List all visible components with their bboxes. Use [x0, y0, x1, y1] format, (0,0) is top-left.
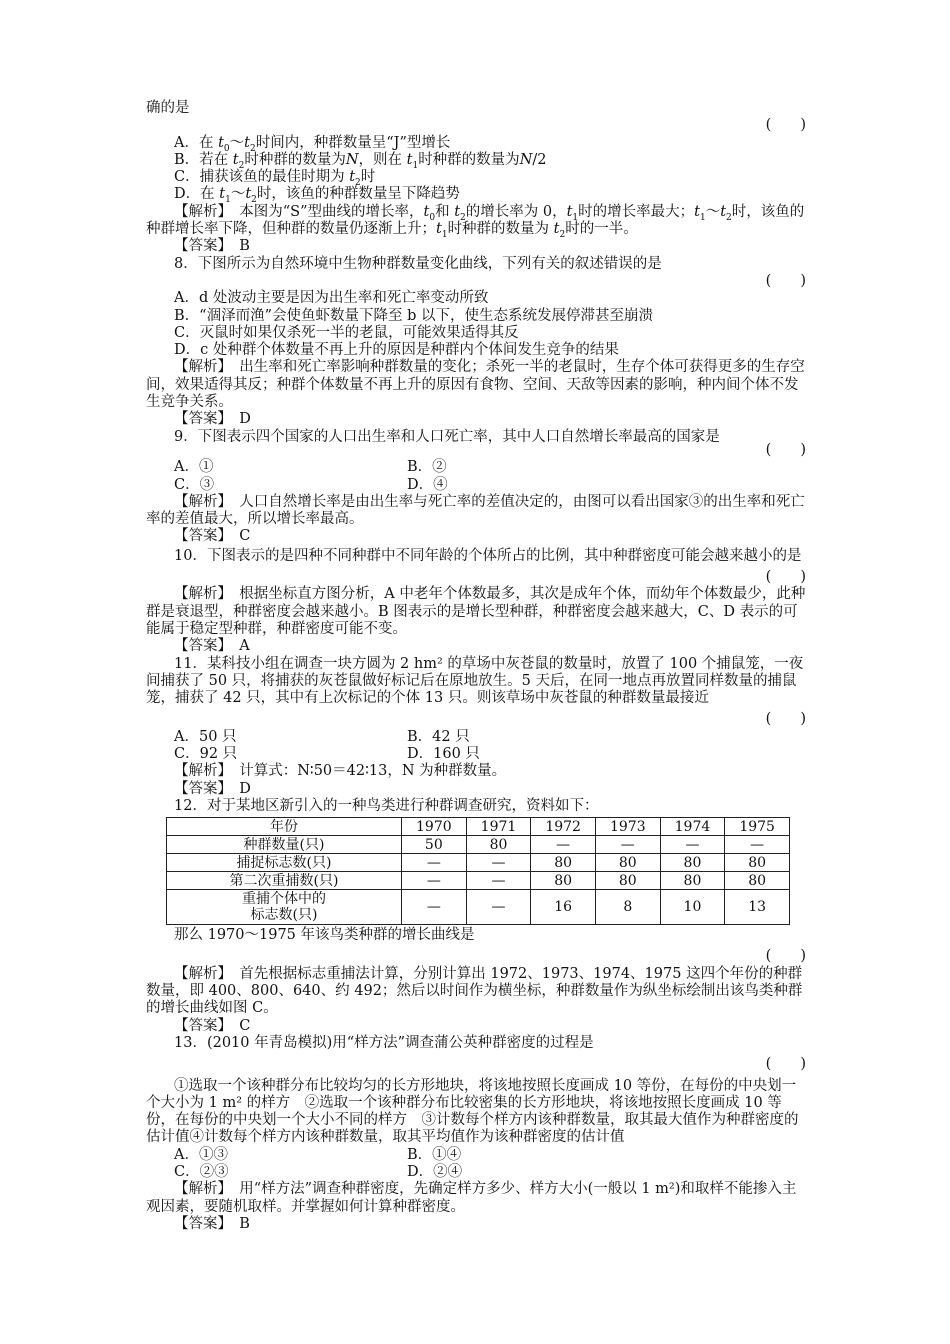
- q9-option-d: D．④: [407, 476, 448, 493]
- table-cell: 13: [725, 890, 790, 925]
- q13-option-a: A．①③: [174, 1146, 228, 1163]
- table-header-cell: 1974: [660, 818, 725, 836]
- answer-label: 【答案】: [174, 411, 225, 428]
- q12-paren: ( ): [765, 948, 806, 965]
- table-header-row: [167, 818, 790, 836]
- table-cell: 10: [660, 890, 725, 925]
- q8-option-b: B．“涸泽而渔”会使鱼虾数量下降至 b 以下，使生态系统发展停滞甚至崩溃: [174, 307, 653, 324]
- q13-option-d: D．②④: [407, 1164, 463, 1181]
- q7-answer: [146, 238, 806, 255]
- table-header-cell: 1972: [531, 818, 596, 836]
- q7-option-b: B．若在 $t_2$时种群的数量为N，则在 $t_1$时种群的数量为N/2: [174, 151, 547, 171]
- table-cell: 种群数量(只): [167, 836, 402, 854]
- document-page: [146, 100, 806, 1233]
- q13-stem: 13．(2010 年青岛模拟)用“样方法”调查蒲公英种群密度的过程是: [174, 1034, 594, 1051]
- analysis-label: 【解析】: [174, 359, 225, 376]
- q12-analysis: [146, 966, 806, 1018]
- answer-label: 【答案】: [174, 780, 225, 797]
- answer-value: C: [239, 1017, 251, 1034]
- table-cell: 80: [660, 854, 725, 872]
- analysis-text: 出生率和死亡率影响种群数量的变化；杀死一半的老鼠时，生存个体可获得更多的生存空间，效果适得其反；种群个体数量不再上升的原因有食物、空间、天敌等因素的影响，种内间个体不发生竞争关系。: [146, 359, 805, 411]
- table-cell: —: [466, 872, 531, 890]
- table-cell: —: [466, 854, 531, 872]
- answer-value: B: [239, 238, 250, 255]
- q10-answer: [146, 638, 806, 655]
- q13-paren: ( ): [765, 1056, 806, 1073]
- q11-analysis: [146, 763, 806, 780]
- answer-label: 【答案】: [174, 528, 225, 545]
- q7-analysis: 【解析】 本图为“S”型曲线的增长率，$t_0$和 $t_2$的增长率为 0，$t_1$时的增长率最大；$t_1\sim t_2$时，该鱼的种群增长率下降，但种群的数量仍逐渐上升；$t_1$时种群的数量为 $t_2$时的一半。: [146, 203, 805, 240]
- q9-option-a: A．①: [174, 459, 214, 476]
- table-row: [167, 872, 790, 890]
- q13-options-row-2: [146, 1164, 806, 1181]
- table-row: [167, 836, 790, 854]
- q8-stem: 8．下图所示为自然环境中生物种群数量变化曲线，下列有关的叙述错误的是: [174, 255, 662, 272]
- table-cell: 16: [531, 890, 596, 925]
- table-cell: —: [660, 836, 725, 854]
- q9-paren: ( ): [765, 441, 806, 458]
- q11-options-row-2: [146, 746, 806, 763]
- q7-paren: ( ): [765, 117, 806, 134]
- table-cell: 第二次重捕数(只): [167, 872, 402, 890]
- q13-body: ①选取一个该种群分布比较均匀的长方形地块，将该地按照长度画成 10 等份，在每份的中央划一个大小为 1 m² 的样方 ②选取一个该种群分布比较密集的长方形地块，将该地按照长度画成 10 等份，在每份的中央划一个大小不同的样方 ③计数每个样方内该种群数量，取其最大值作为种群密度的估计值④计数每个样方内该种群数量，取其平均值作为该种群密度的估计值: [146, 1077, 799, 1146]
- analysis-text: 根据坐标直方图分析，A 中老年个体数最多，其次是成年个体，而幼年个体数最少，此种群是衰退型，种群密度会越来越小。B 图表示的是增长型种群，种群密度会越来越大，C、D 表示的可能属于稳定型种群，种群密度可能不变。: [146, 586, 806, 637]
- table-cell: —: [531, 836, 596, 854]
- analysis-label: 【解析】: [174, 203, 225, 220]
- q9-option-c: C．③: [174, 476, 215, 493]
- table-cell: 80: [595, 872, 660, 890]
- table-cell: 80: [531, 872, 596, 890]
- q9-option-b: B．②: [407, 459, 447, 476]
- analysis-text: 人口自然增长率是由出生率与死亡率的差值决定的，由图可以看出国家③的出生率和死亡率的差值最大，所以增长率最高。: [146, 493, 805, 528]
- q12-answer: [146, 1018, 806, 1035]
- answer-label: 【答案】: [174, 1215, 225, 1232]
- q7-option-a: A．在 $t_0\sim t_2$时间内，种群数量呈“J”型增长: [174, 134, 451, 154]
- answer-value: D: [239, 780, 251, 797]
- q11-paren: ( ): [765, 711, 806, 728]
- analysis-label: 【解析】: [174, 965, 225, 982]
- q13-options-row-1: [146, 1147, 806, 1164]
- q13-option-c: C．②③: [174, 1164, 229, 1181]
- q11-stem: 11．某科技小组在调查一块方圆为 2 hm² 的草场中灰苍鼠的数量时，放置了 100 个捕鼠笼，一夜间捕获了 50 只，将捕获的灰苍鼠做好标记后在原地放生。5 天后，在同一地点再放置同样数量的捕鼠笼，捕获了 42 只，其中有上次标记的个体 13 只。则该草场中灰苍鼠的种群数量最接近: [146, 655, 804, 707]
- analysis-label: 【解析】: [174, 493, 225, 510]
- q10-analysis: [146, 586, 806, 638]
- q11-option-a: A．50 只: [174, 728, 237, 745]
- table-cell-line: 重捕个体中的: [242, 891, 326, 908]
- q8-option-a: A．d 处波动主要是因为出生率和死亡率变动所致: [174, 290, 489, 307]
- table-cell-line: 标志数(只): [250, 907, 318, 924]
- analysis-text: 首先根据标志重捕法计算，分别计算出 1972、1973、1974、1975 这四个年份的种群数量，即 400、800、640、约 492；然后以时间作为横坐标，种群数量作为纵坐标绘制出该鸟类种群的增长曲线如图 C。: [146, 965, 803, 1017]
- table-cell: —: [595, 836, 660, 854]
- q10-stem: 10．下图表示的是四种不同种群中不同年龄的个体所占的比例，其中种群密度可能会越来越小的是: [174, 547, 802, 564]
- q13-answer: [146, 1216, 806, 1233]
- table-header-cell: 1975: [725, 818, 790, 836]
- q13-analysis: [146, 1181, 806, 1216]
- table-cell: 80: [725, 854, 790, 872]
- q12-data-table: [166, 817, 790, 925]
- answer-value: D: [239, 411, 251, 428]
- q7-option-d: D．在 $t_1\sim t_2$时，该鱼的种群数量呈下降趋势: [174, 186, 460, 206]
- analysis-label: 【解析】: [174, 586, 225, 603]
- q9-analysis: [146, 494, 806, 529]
- q8-paren: ( ): [765, 272, 806, 289]
- table-cell: —: [466, 890, 531, 925]
- table-cell: 80: [466, 836, 531, 854]
- answer-value: C: [239, 528, 251, 545]
- q12-after: 那么 1970～1975 年该鸟类种群的增长曲线是: [174, 927, 475, 944]
- q8-analysis: [146, 359, 806, 411]
- table-cell: 80: [725, 872, 790, 890]
- answer-value: B: [239, 1215, 250, 1232]
- answer-label: 【答案】: [174, 1017, 225, 1034]
- q9-options-row-1: [146, 459, 806, 476]
- q9-stem: 9．下图表示四个国家的人口出生率和人口死亡率，其中人口自然增长率最高的国家是: [174, 428, 720, 445]
- table-cell: 80: [531, 854, 596, 872]
- analysis-label: 【解析】: [174, 1181, 225, 1198]
- q11-option-d: D．160 只: [407, 745, 480, 762]
- q9-options-row-2: [146, 477, 806, 494]
- answer-label: 【答案】: [174, 638, 225, 655]
- q13-option-b: B．①④: [407, 1146, 462, 1163]
- table-header-cell: 1971: [466, 818, 531, 836]
- table-row: [167, 854, 790, 872]
- answer-value: A: [239, 638, 250, 655]
- table-cell: [167, 890, 402, 925]
- q8-option-d: D．c 处种群个体数量不再上升的原因是种群内个体间发生竞争的结果: [174, 342, 619, 359]
- q8-answer: [146, 411, 806, 428]
- table-cell: 80: [660, 872, 725, 890]
- table-cell: 8: [595, 890, 660, 925]
- q11-options-row-1: [146, 729, 806, 746]
- q12-stem: 12．对于某地区新引入的一种鸟类进行种群调查研究，资料如下：: [174, 797, 599, 814]
- table-row: [167, 890, 790, 925]
- table-cell: 捕捉标志数(只): [167, 854, 402, 872]
- q9-answer: [146, 528, 806, 545]
- q11-answer: [146, 781, 806, 798]
- analysis-label: 【解析】: [174, 763, 225, 780]
- q11-option-c: C．92 只: [174, 745, 238, 762]
- analysis-text: 用“样方法”调查种群密度，先确定样方多少、样方大小(一般以 1 m²)和取样不能掺入主观因素，要随机取样。并掌握如何计算种群密度。: [146, 1181, 797, 1215]
- q7-stem-end: 确的是: [146, 100, 190, 116]
- table-cell: —: [725, 836, 790, 854]
- table-cell: —: [402, 854, 467, 872]
- analysis-text: 计算式：N∶50＝42∶13，N 为种群数量。: [239, 763, 507, 780]
- table-cell: —: [402, 890, 467, 925]
- table-header-cell: 1973: [595, 818, 660, 836]
- table-header-cell: 1970: [402, 818, 467, 836]
- table-cell: 50: [402, 836, 467, 854]
- q10-paren: ( ): [765, 569, 806, 586]
- q11-option-b: B．42 只: [407, 728, 470, 745]
- answer-label: 【答案】: [174, 238, 225, 255]
- table-cell: —: [402, 872, 467, 890]
- q7-option-c: C．捕获该鱼的最佳时期为 $t_2$时: [174, 169, 376, 189]
- q8-option-c: C．灭鼠时如果仅杀死一半的老鼠，可能效果适得其反: [174, 324, 519, 341]
- table-header-cell: 年份: [167, 818, 402, 836]
- table-cell: 80: [595, 854, 660, 872]
